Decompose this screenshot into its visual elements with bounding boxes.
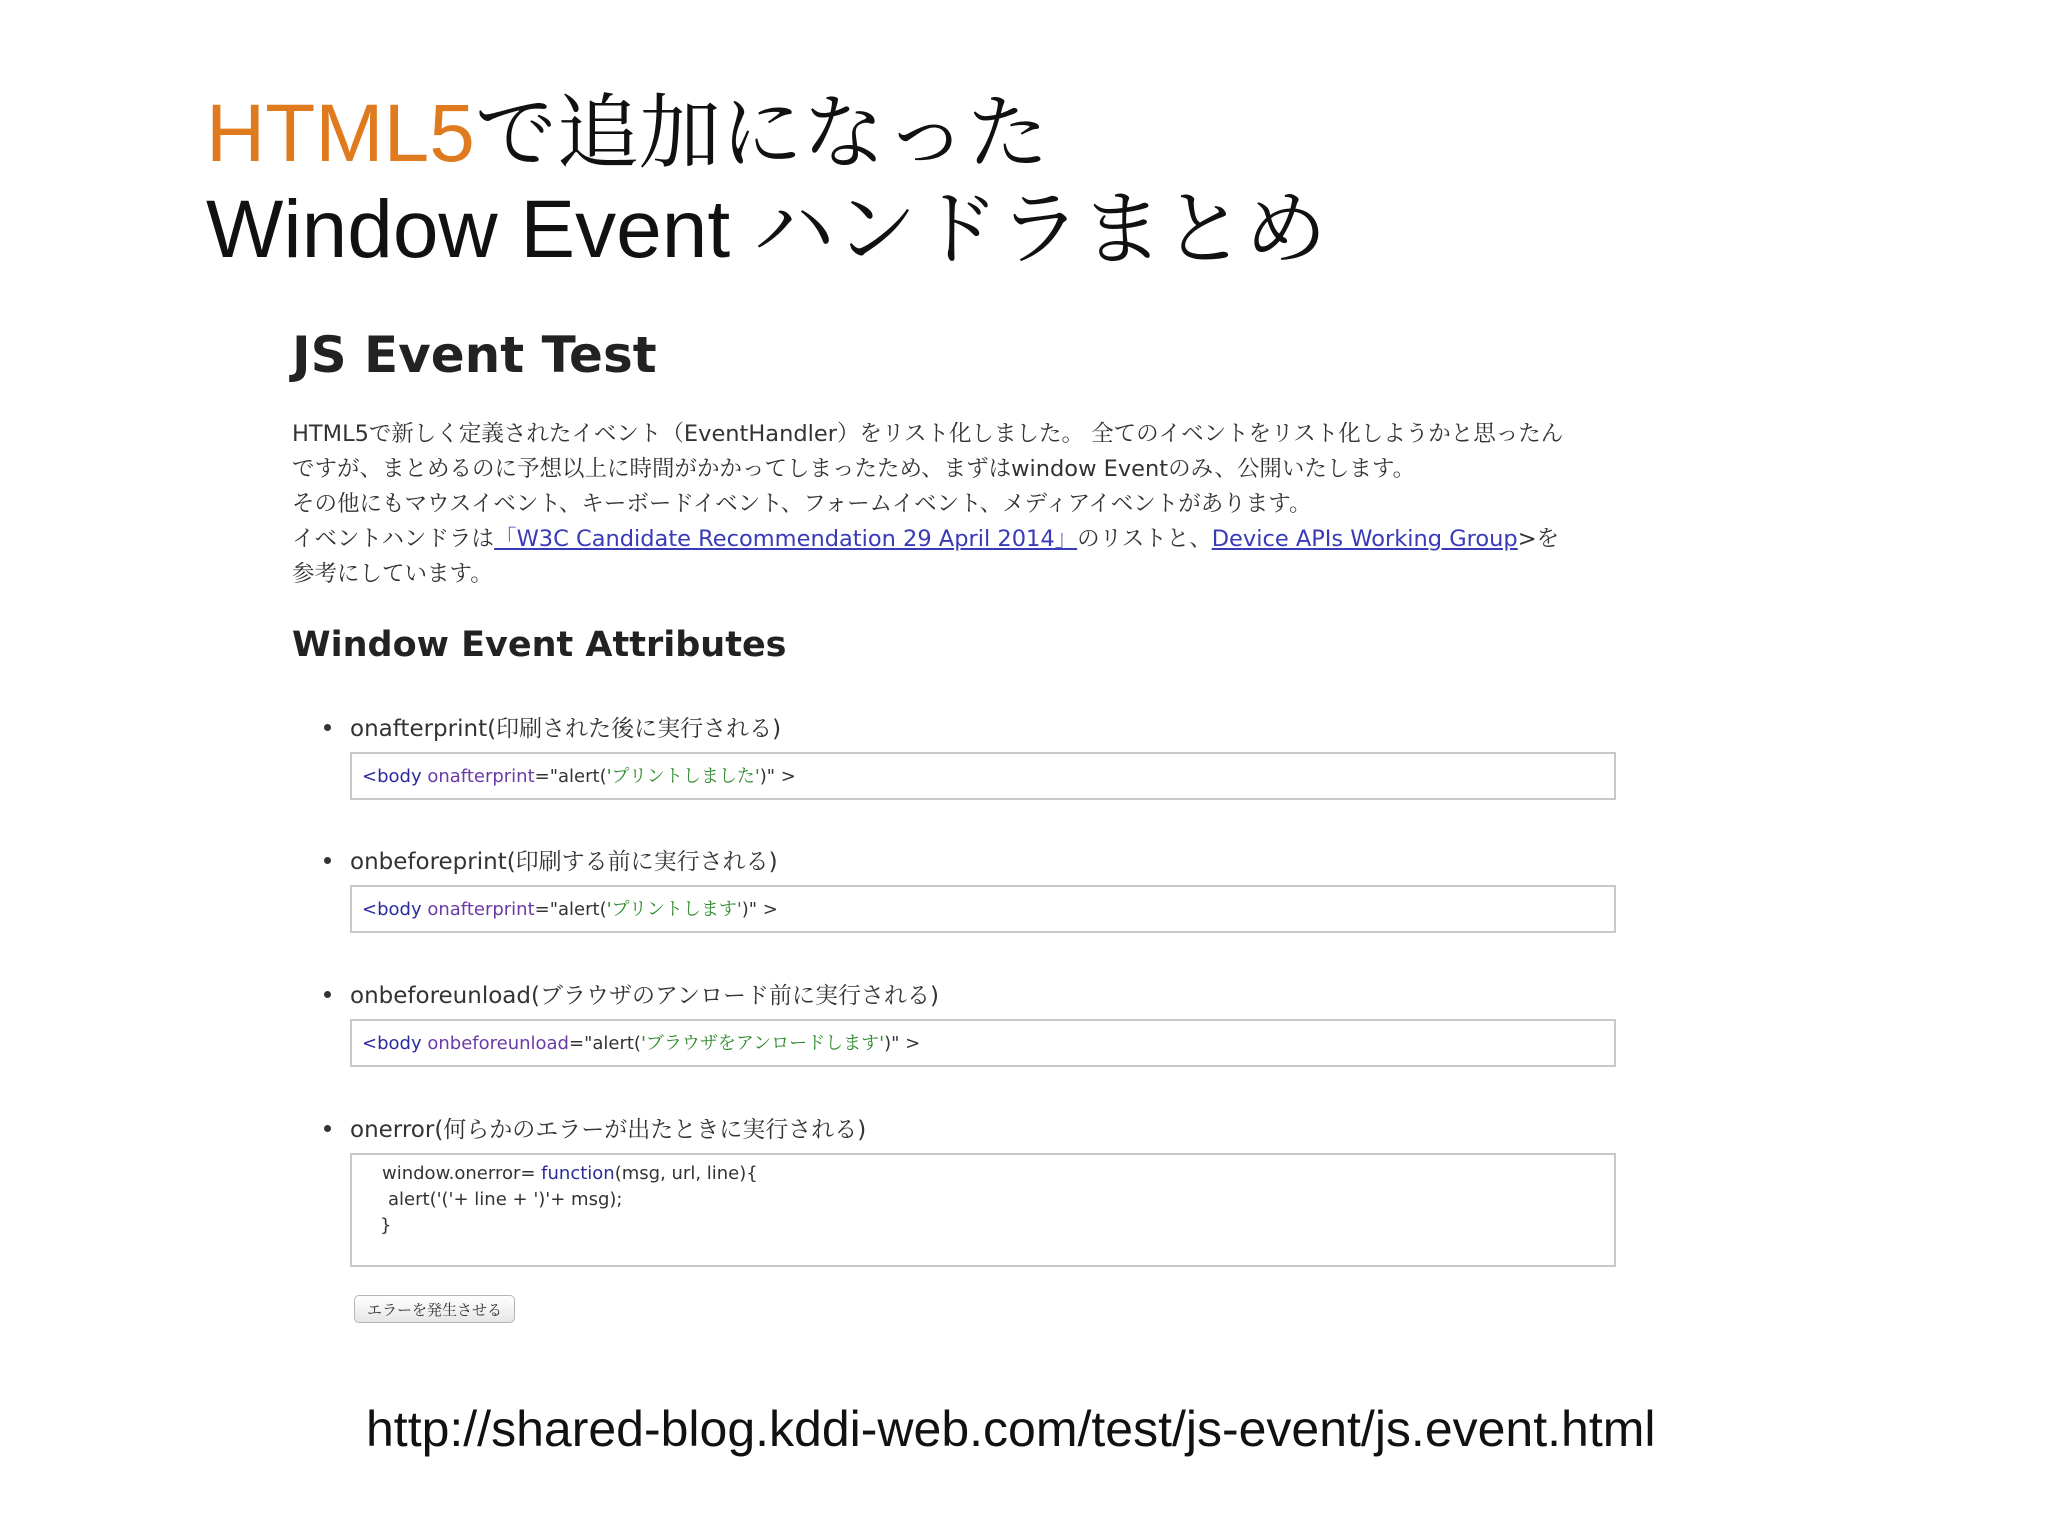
intro-line: HTML5で新しく定義されたイベント（EventHandler）をリスト化しました。 全てのイベントをリスト化しようかと思ったん (292, 421, 1564, 447)
code-end: )" > (884, 1033, 921, 1054)
code-attr: onafterprint (427, 766, 535, 787)
intro-line-links (292, 522, 1612, 557)
section-heading: Window Event Attributes (292, 625, 787, 665)
code-text: window.onerror= (382, 1163, 542, 1184)
intro-mid: のリストと、 (1077, 526, 1212, 552)
code-line (382, 1163, 758, 1184)
bullet-icon (324, 991, 331, 998)
page-title: JS Event Test (292, 326, 657, 384)
event-title: onerror(何らかのエラーが出たときに実行される) (350, 1117, 867, 1143)
code-line (362, 895, 778, 921)
intro-line: ですが、まとめるのに予想以上に時間がかかってしまったため、まずはwindow Eventのみ、公開いたします。 (292, 456, 1416, 482)
code-tag: <body (362, 899, 422, 920)
code-string: 'ブラウザをアンロードします' (640, 1033, 885, 1054)
intro-prefix: イベントハンドラは (292, 526, 495, 552)
code-box[interactable] (350, 1153, 1616, 1267)
code-eq: ="alert( (568, 1033, 641, 1054)
code-attr: onbeforeunload (427, 1033, 569, 1054)
code-line: alert('('+ line + ')'+ msg); (388, 1189, 623, 1210)
code-tag: <body (362, 1033, 422, 1054)
code-line: } (380, 1215, 392, 1236)
device-apis-link[interactable]: Device APIs Working Group (1211, 526, 1518, 552)
code-end: )" > (741, 899, 778, 920)
code-box[interactable] (350, 752, 1616, 800)
code-end: )" > (759, 766, 796, 787)
slide-title-line2: Window Event ハンドラまとめ (206, 184, 1327, 275)
webpage-screenshot (280, 300, 1660, 1360)
code-eq: ="alert( (534, 766, 607, 787)
bullet-icon (324, 1125, 331, 1132)
code-string: 'プリントしました' (606, 766, 760, 787)
w3c-recommendation-link[interactable]: 「W3C Candidate Recommendation 29 April 2014」 (494, 526, 1078, 552)
bullet-icon (324, 857, 331, 864)
source-url: http://shared-blog.kddi-web.com/test/js-event/js.event.html (366, 1401, 1656, 1457)
intro-line: 参考にしています。 (292, 561, 493, 587)
event-title: onbeforeprint(印刷する前に実行される) (350, 849, 778, 875)
slide-title-line1: で追加になった (474, 88, 1049, 179)
slide-title (206, 86, 1327, 278)
trigger-error-button[interactable]: エラーを発生させる (354, 1295, 515, 1323)
code-eq: ="alert( (534, 899, 607, 920)
bullet-icon (324, 724, 331, 731)
code-attr: onafterprint (427, 899, 535, 920)
code-line (362, 762, 796, 788)
code-string: 'プリントします' (606, 899, 742, 920)
code-box[interactable] (350, 1019, 1616, 1067)
intro-text (292, 417, 1612, 592)
event-title: onbeforeunload(ブラウザのアンロード前に実行される) (350, 983, 940, 1009)
code-text: (msg, url, line){ (614, 1163, 758, 1184)
intro-line: その他にもマウスイベント、キーボードイベント、フォームイベント、メディアイベントがあります。 (292, 491, 1312, 517)
intro-suffix: >を (1517, 526, 1560, 552)
slide-title-accent: HTML5 (206, 88, 475, 179)
code-line (362, 1029, 920, 1055)
code-box[interactable] (350, 885, 1616, 933)
code-tag: <body (362, 766, 422, 787)
event-title: onafterprint(印刷された後に実行される) (350, 716, 782, 742)
code-keyword: function (541, 1163, 615, 1184)
